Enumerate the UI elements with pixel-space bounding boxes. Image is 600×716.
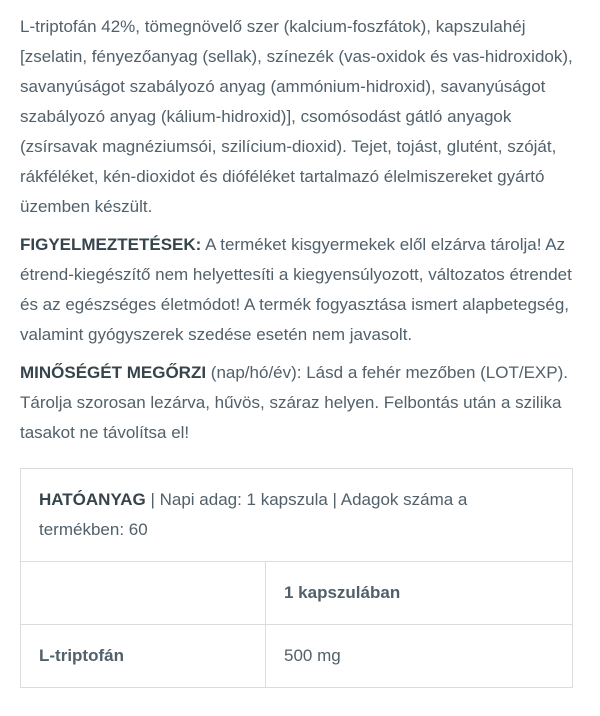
active-ingredient-table [20, 468, 573, 688]
ingredient-name-cell: L-triptofán [21, 625, 266, 688]
table-title-cell [21, 469, 573, 562]
table-title-rest: | Napi adag: 1 kapszula | Adagok száma a termékben: 60 [39, 490, 468, 539]
quality-label: MINŐSÉGÉT MEGŐRZI [20, 363, 207, 382]
warnings-label: FIGYELMEZTETÉSEK: [20, 235, 202, 254]
per-capsule-column-header: 1 kapszulában [266, 562, 573, 625]
ingredients-text: L-triptofán 42%, tömegnövelő szer (kalcium-foszfátok), kapszulahéj [zselatin, fényezőanyag (sellak), színezék (vas-oxidok és vas-hidroxidok), savanyúságot szabályozó anyag (ammónium-hidroxid), savanyúságot szabályozó anyag (kálium-hidroxid)], csomósodást gátló anyagok (zsírsavak magnéziumsói, szilícium-dioxid). Tejet, tojást, glutént, szóját, rákféléket, kén-dioxidot és dióféléket tartalmazó élelmiszereket gyártó üzemben készült. [20, 17, 573, 216]
column-header-row [21, 562, 573, 625]
warnings-paragraph [20, 230, 580, 350]
ingredients-paragraph [20, 12, 580, 222]
ingredient-amount-cell: 500 mg [266, 625, 573, 688]
empty-header-cell [21, 562, 266, 625]
table-title-label: HATÓANYAG [39, 490, 146, 509]
quality-text: (nap/hó/év): Lásd a fehér mezőben (LOT/EXP). Tárolja szorosan lezárva, hűvös, száraz helyen. Felbontás után a szilika tasakot ne távolítsa el! [20, 363, 568, 442]
table-header-row [21, 469, 573, 562]
table-row [21, 625, 573, 688]
quality-paragraph [20, 358, 580, 448]
warnings-text: A terméket kisgyermekek elől elzárva tárolja! Az étrend-kiegészítő nem helyettesíti a kiegyensúlyozott, változatos étrendet és az egészséges életmódot! A termék fogyasztása ismert alapbetegség, valamint gyógyszerek szedése esetén nem javasolt. [20, 235, 572, 344]
